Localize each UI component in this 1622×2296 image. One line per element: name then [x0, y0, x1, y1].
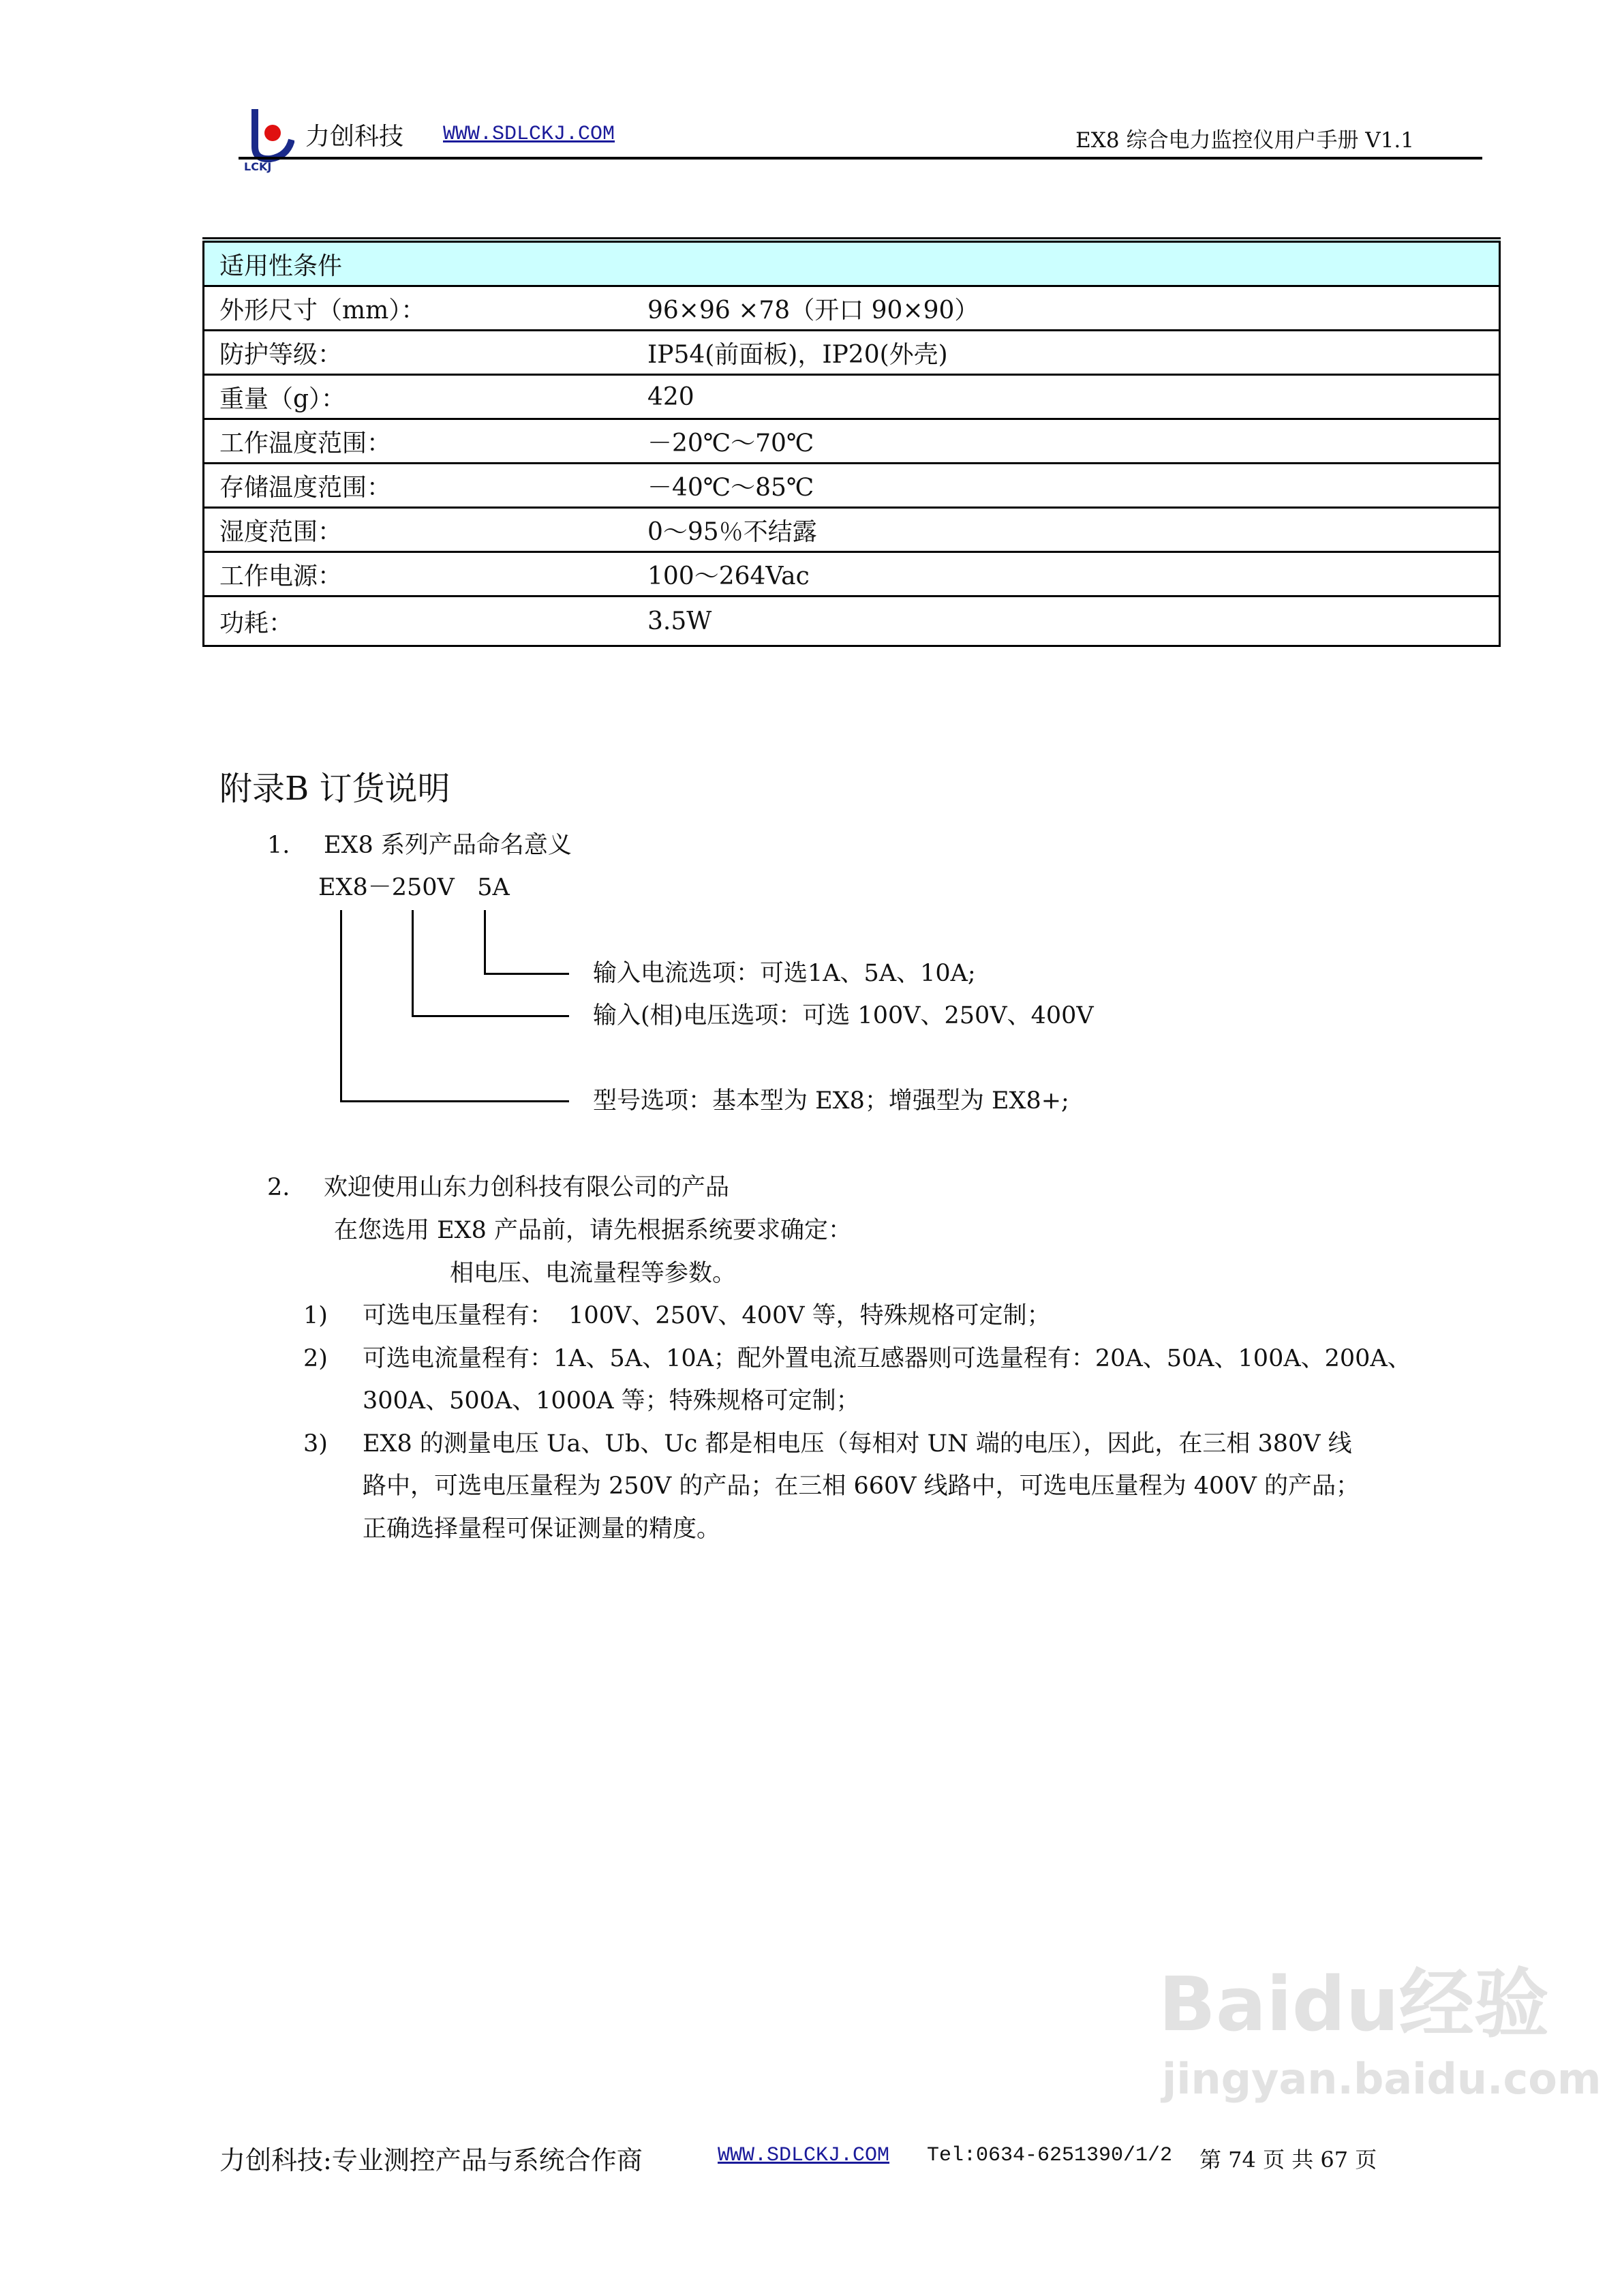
table-row	[204, 464, 1500, 508]
cell-value: 96×96 ×78（开口 90×90）	[647, 286, 1500, 331]
diagram-line	[412, 910, 414, 1017]
company-name: 力创科技	[305, 123, 404, 151]
table-row	[204, 419, 1500, 464]
item-number: 3)	[303, 1430, 328, 1457]
item-text: EX8 的测量电压 Ua、Ub、Uc 都是相电压（每相对 UN 端的电压），因此，在三相 380V 线	[363, 1430, 1352, 1457]
appendix-heading: 附录B 订货说明	[219, 770, 450, 808]
diagram-line	[484, 910, 486, 975]
diagram-line	[340, 910, 342, 1102]
section-2-number: 2.	[267, 1174, 290, 1201]
voltage-option-label: 输入(相)电压选项：可选 100V、250V、400V	[593, 1002, 1094, 1029]
model-option-label: 型号选项：基本型为 EX8；增强型为 EX8+;	[593, 1087, 1069, 1115]
cell-key: 防护等级：	[204, 331, 648, 375]
section-2-intro: 相电压、电流量程等参数。	[450, 1260, 737, 1287]
table-row	[204, 596, 1500, 646]
cell-value: －20℃～70℃	[647, 419, 1500, 464]
footer-tel: Tel:0634-6251390/1/2	[927, 2144, 1173, 2167]
footer-slogan: 力创科技:专业测控产品与系统合作商	[219, 2145, 643, 2175]
cell-value: IP54(前面板)，IP20(外壳)	[647, 331, 1500, 375]
table-row	[204, 375, 1500, 419]
section-1-title: EX8 系列产品命名意义	[324, 832, 572, 859]
table-row	[204, 286, 1500, 331]
cell-value: 3.5W	[647, 596, 1500, 646]
table-title: 适用性条件	[204, 240, 1500, 286]
diagram-line	[412, 1015, 569, 1017]
watermark-site: jingyan.baidu.com	[1162, 2054, 1602, 2104]
cell-value: －40℃～85℃	[647, 464, 1500, 508]
footer-url-link[interactable]: WWW.SDLCKJ.COM	[718, 2144, 890, 2167]
spec-table	[202, 237, 1501, 647]
item-text: 300A、500A、1000A 等；特殊规格可定制；	[363, 1387, 860, 1415]
cell-key: 存储温度范围：	[204, 464, 648, 508]
doc-title: EX8 综合电力监控仪用户手册 V1.1	[1075, 128, 1414, 153]
logo-text: LCKJ	[244, 160, 272, 173]
section-2-intro: 在您选用 EX8 产品前，请先根据系统要求确定：	[334, 1217, 852, 1244]
header-rule	[239, 157, 1482, 160]
section-1-number: 1.	[267, 832, 290, 859]
item-text: 路中，可选电压量程为 250V 的产品；在三相 660V 线路中，可选电压量程为 400V 的产品；	[363, 1472, 1360, 1500]
item-text: 可选电流量程有：1A、5A、10A；配外置电流互感器则可选量程有：20A、50A、100A、200A、	[363, 1345, 1411, 1372]
cell-value: 420	[647, 375, 1500, 419]
cell-key: 湿度范围：	[204, 508, 648, 552]
cell-key: 工作温度范围：	[204, 419, 648, 464]
section-2-title: 欢迎使用山东力创科技有限公司的产品	[324, 1174, 730, 1201]
cell-key: 功耗：	[204, 596, 648, 646]
model-code: EX8－250V 5A	[318, 874, 510, 901]
cell-key: 外形尺寸（mm）：	[204, 286, 648, 331]
cell-value: 100～264Vac	[647, 552, 1500, 596]
cell-key: 重量（g）：	[204, 375, 648, 419]
table-header-row	[204, 240, 1500, 286]
table-row	[204, 331, 1500, 375]
cell-key: 工作电源：	[204, 552, 648, 596]
logo	[240, 106, 294, 174]
item-text: 正确选择量程可保证测量的精度。	[363, 1515, 721, 1543]
diagram-line	[340, 1100, 569, 1102]
cell-value: 0～95％不结露	[647, 508, 1500, 552]
item-number: 1)	[303, 1302, 328, 1329]
table-row	[204, 508, 1500, 552]
diagram-line	[484, 973, 569, 975]
current-option-label: 输入电流选项：可选1A、5A、10A;	[593, 960, 976, 987]
header-url-link[interactable]: WWW.SDLCKJ.COM	[443, 123, 615, 146]
watermark-brand: Baidu经验	[1159, 1961, 1549, 2048]
table-row	[204, 552, 1500, 596]
item-text: 可选电压量程有： 100V、250V、400V 等，特殊规格可定制；	[363, 1302, 1051, 1329]
page-number: 第 74 页 共 67 页	[1199, 2147, 1377, 2173]
item-number: 2)	[303, 1345, 328, 1372]
